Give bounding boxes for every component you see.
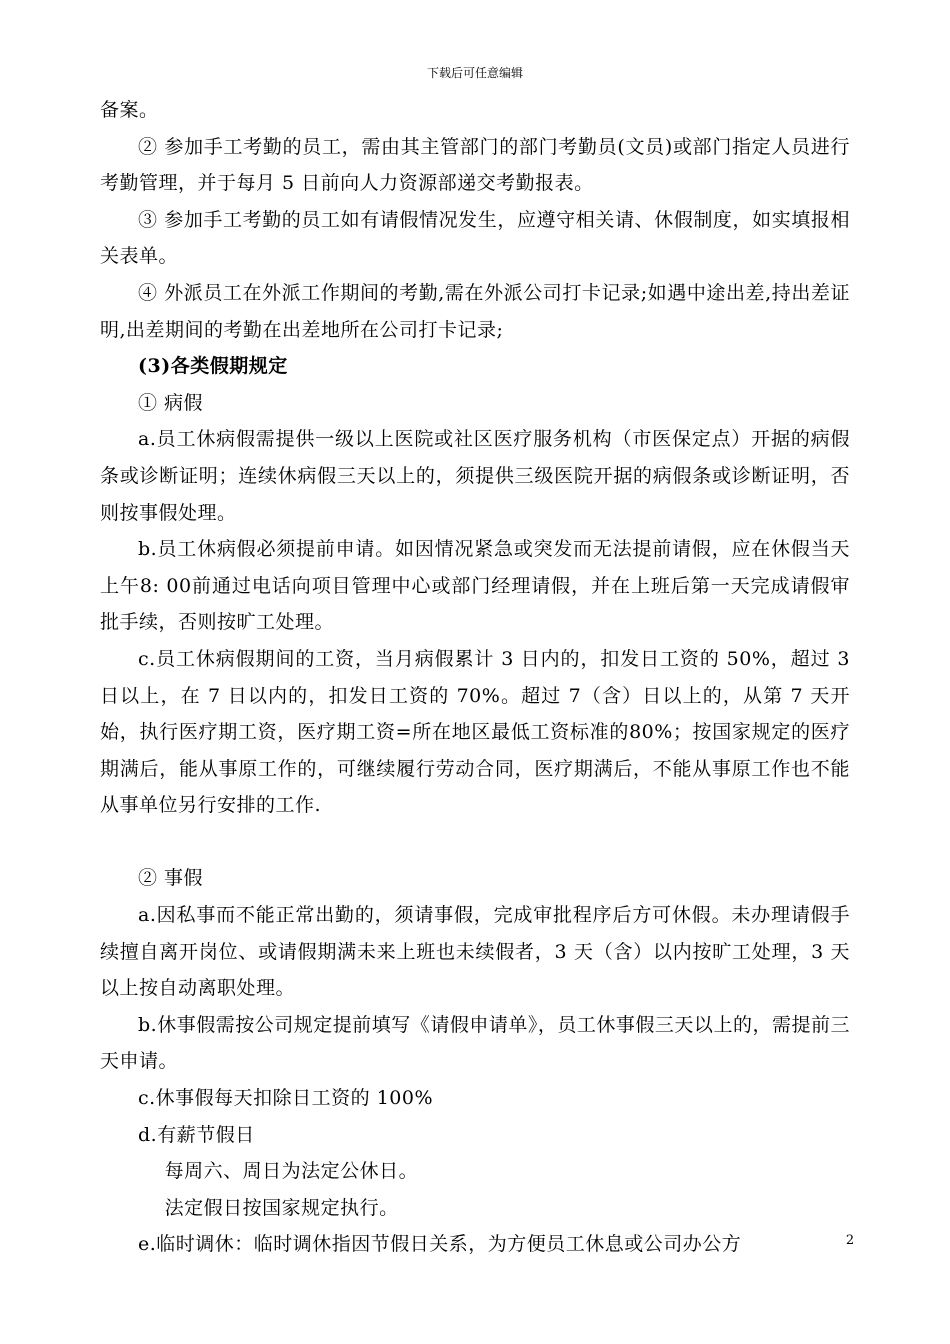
paragraph: e.临时调休：临时调休指因节假日关系，为方便员工休息或公司办公方 xyxy=(138,1233,742,1256)
paragraph: ④ 外派员工在外派工作期间的考勤,需在外派公司打卡记录;如遇中途出差,持出差证明,出差期间的考勤在出差地所在公司打卡记录; xyxy=(100,281,850,341)
page-header: 下载后可任意编辑 xyxy=(426,66,523,80)
paragraph: a.因私事而不能正常出勤的，须请事假，完成审批程序后方可休假。未办理请假手续擅自离开岗位、或请假期满未来上班也未续假者，3 天（含）以内按旷工处理，3 天以上按自动离职处理。 xyxy=(100,904,850,1000)
paragraph: c.休事假每天扣除日工资的 100% xyxy=(138,1087,434,1110)
paragraph: 备案。 xyxy=(100,99,159,121)
subsection-heading: ① 病假 xyxy=(138,391,204,414)
paragraph: ② 参加手工考勤的员工，需由其主管部门的部门考勤员(文员)或部门指定人员进行考勤管理，并于每月 5 日前向人力资源部递交考勤报表。 xyxy=(100,135,850,195)
paragraph: b.休事假需按公司规定提前填写《请假申请单》，员工休事假三天以上的，需提前三天申请。 xyxy=(100,1013,850,1073)
subsection-heading: ② 事假 xyxy=(138,867,204,890)
section-heading: (3)各类假期规定 xyxy=(138,355,288,378)
paragraph: d.有薪节假日 xyxy=(138,1123,255,1146)
document-body xyxy=(100,92,850,1263)
paragraph: 每周六、周日为法定公休日。 xyxy=(164,1160,419,1183)
paragraph: 法定假日按国家规定执行。 xyxy=(164,1196,399,1219)
blank-line xyxy=(100,824,850,861)
page-number: 2 xyxy=(845,1233,855,1248)
paragraph: b.员工休病假必须提前申请。如因情况紧急或突发而无法提前请假，应在休假当天上午8: 00前通过电话向项目管理中心或部门经理请假，并在上班后第一天完成请假审批手续，否则按旷工处理。 xyxy=(100,538,850,634)
paragraph: ③ 参加手工考勤的员工如有请假情况发生，应遵守相关请、休假制度，如实填报相关表单。 xyxy=(100,208,850,268)
paragraph: a.员工休病假需提供一级以上医院或社区医疗服务机构（市医保定点）开据的病假条或诊断证明；连续休病假三天以上的，须提供三级医院开据的病假条或诊断证明，否则按事假处理。 xyxy=(100,428,850,524)
paragraph: c.员工休病假期间的工资，当月病假累计 3 日内的，扣发日工资的 50%，超过 3 日以上，在 7 日以内的，扣发日工资的 70%。超过 7（含）日以上的，从第 7 天开始，执行医疗期工资，医疗期工资=所在地区最低工资标准的80%；按国家规定的医疗期满后，能从事原工作的，可继续履行劳动合同，医疗期满后，不能从事原工作也不能从事单位另行安排的工作. xyxy=(100,647,850,817)
